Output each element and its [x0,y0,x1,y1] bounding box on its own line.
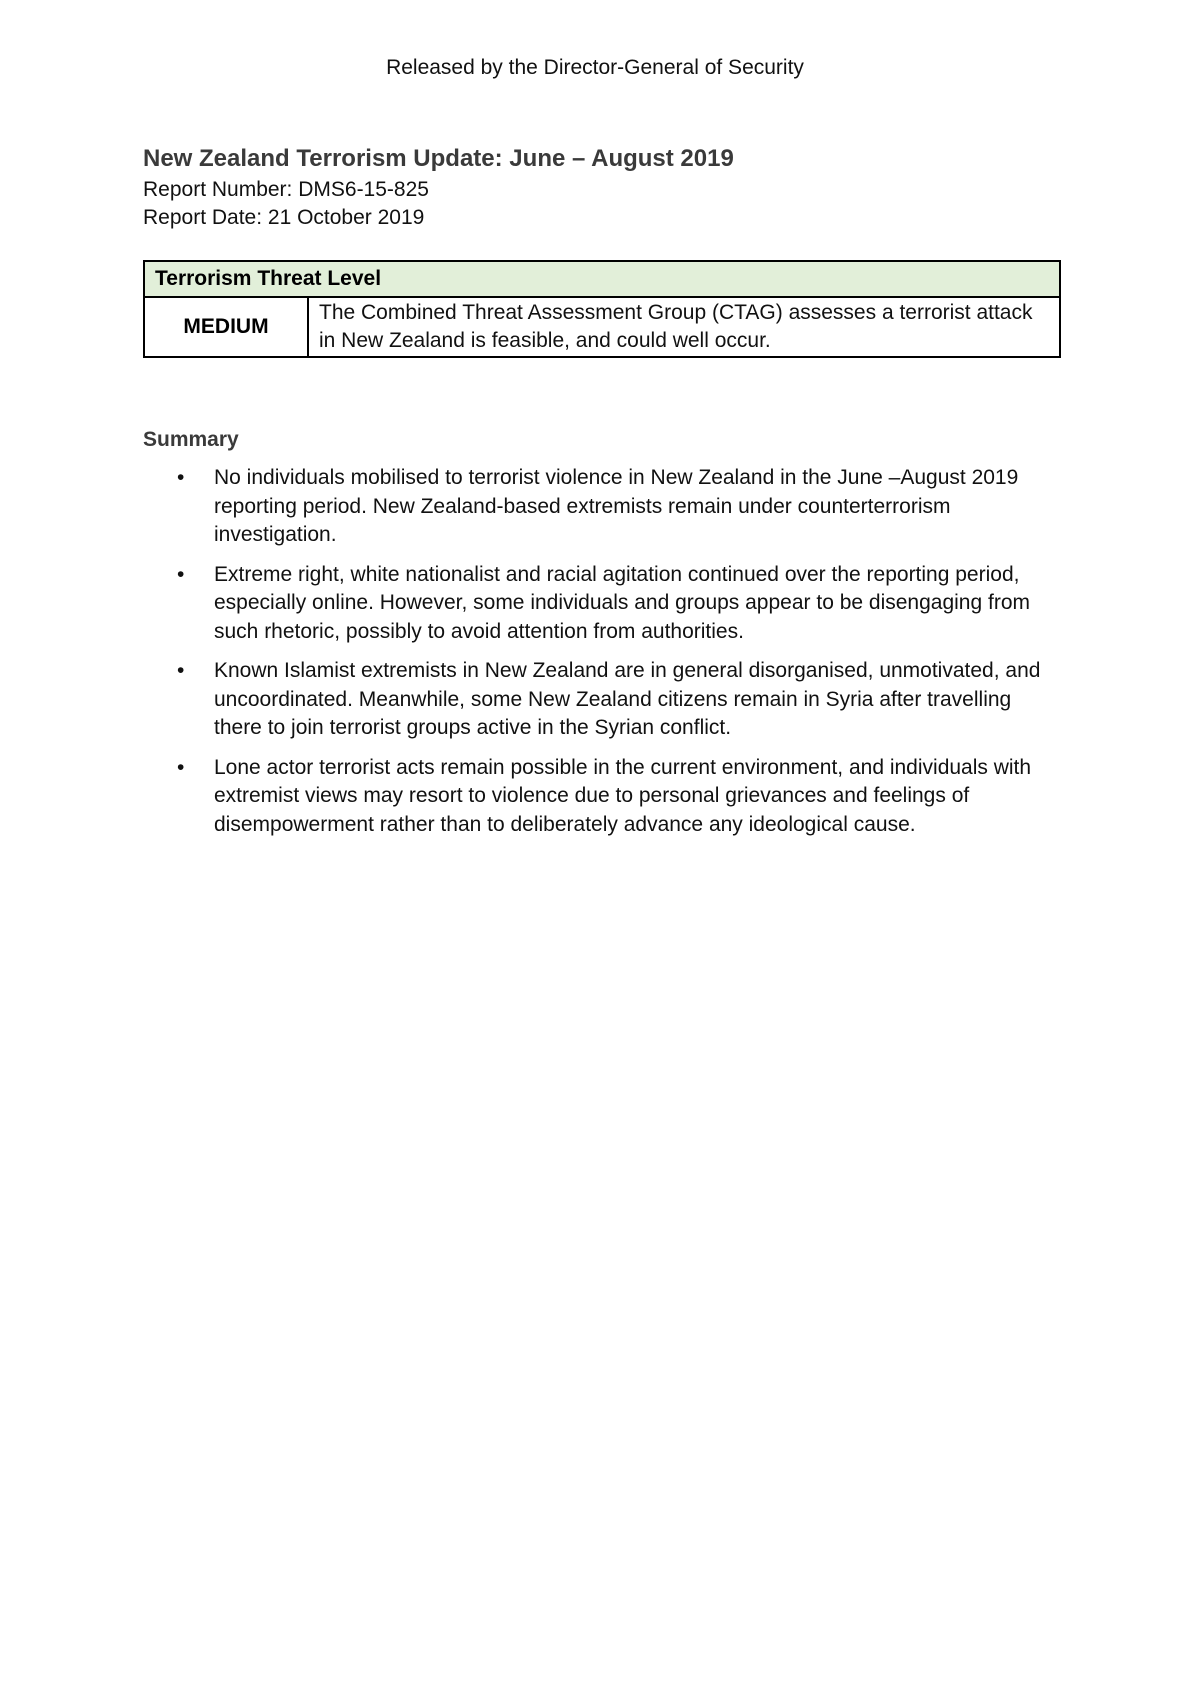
summary-list [143,464,1061,839]
summary-bullet-item [143,657,1061,743]
summary-bullet-item [143,754,1061,840]
bullet-icon: • [177,755,185,779]
threat-level-table [143,260,1061,358]
bullet-icon: • [177,466,185,489]
summary-bullet-text: No individuals mobilised to terrorist violence in New Zealand in the June –August 2019 reporting period. New Zealand-based extremists remain under counterterrorism investigation. [214,466,1019,546]
threat-table-header-row [144,261,1060,297]
summary-bullet-text: Known Islamist extremists in New Zealand are in general disorganised, unmotivated, and uncoordinated. Meanwhile, some New Zealand citizens remain in Syria after travelling there to join terrorist groups active in the Syrian conflict. [214,659,1041,739]
threat-table-heading: Terrorism Threat Level [144,261,1060,297]
summary-heading: Summary [143,428,239,451]
release-header: Released by the Director-General of Security [386,56,804,79]
summary-bullet-item [143,561,1061,647]
document-body [143,142,1061,850]
threat-level-description: The Combined Threat Assessment Group (CTAG) assesses a terrorist attack in New Zealand is feasible, and could well occur. [308,297,1060,357]
summary-bullet-text: Extreme right, white nationalist and racial agitation continued over the reporting period, especially online. However, some individuals and groups appear to be disengaging from such rhetoric, possibly to avoid attention from authorities. [214,562,1030,643]
threat-table-row [144,297,1060,357]
report-date: Report Date: 21 October 2019 [143,206,425,229]
threat-level-value: MEDIUM [144,297,308,357]
report-number: Report Number: DMS6-15-825 [143,178,429,201]
bullet-icon: • [177,562,185,586]
bullet-icon: • [177,659,185,682]
summary-bullet-item [143,464,1061,550]
summary-bullet-text: Lone actor terrorist acts remain possible in the current environment, and individuals with extremist views may resort to violence due to personal grievances and feelings of disempowerment rather than to deliberately advance any ideological cause. [214,755,1032,836]
document-title: New Zealand Terrorism Update: June – August 2019 [143,145,734,172]
